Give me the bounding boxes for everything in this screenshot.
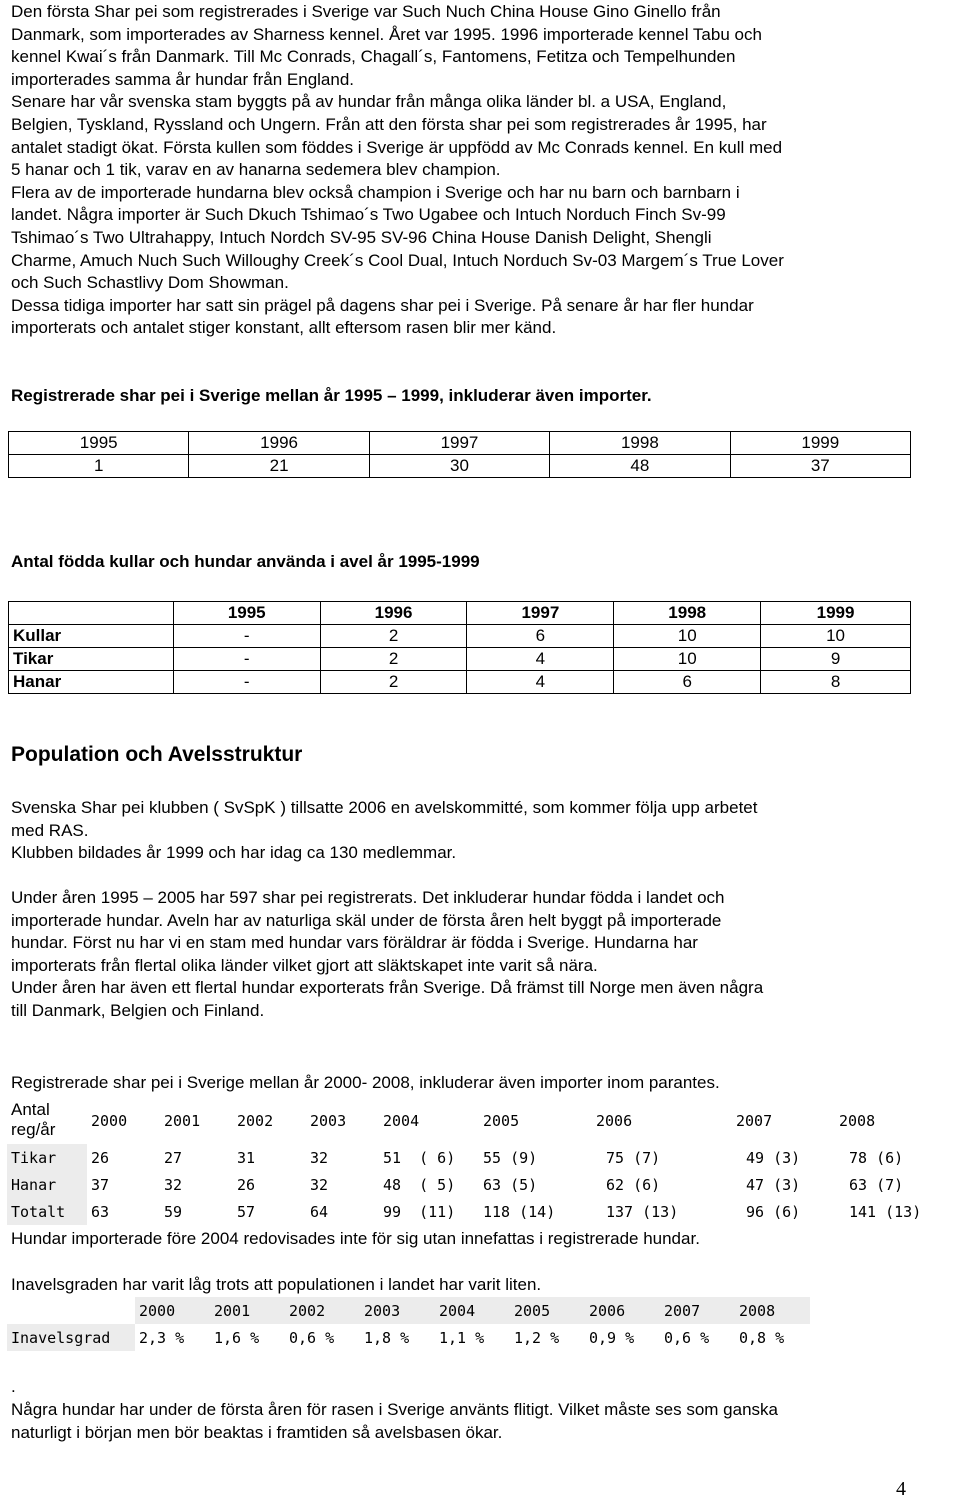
year-cell: 1997	[369, 432, 549, 455]
year-cell: 2003	[306, 1098, 379, 1144]
table-row	[7, 1171, 944, 1198]
empty-cell	[9, 602, 174, 625]
closing-dot: .	[11, 1377, 16, 1396]
year-cell: 1998	[550, 432, 730, 455]
value-cell: 9	[761, 648, 911, 671]
reg-2000-2008-table	[7, 1098, 944, 1225]
value-cell: 63 (7)	[849, 1175, 904, 1194]
value-cell: 48 ( 5)	[383, 1175, 456, 1194]
closing-paragraph	[11, 1399, 946, 1444]
text-line: Under åren har även ett flertal hundar exporterats från Sverige. Då främst till Norge men även några	[11, 978, 764, 998]
table-row	[9, 602, 911, 625]
value-cell: 64	[310, 1202, 329, 1221]
intro-line: och Such Schastlivy Dom Showman.	[11, 273, 289, 293]
text-line: Några hundar har under de första åren för rasen i Sverige använts flitigt. Vilket måste ses som ganska	[11, 1400, 778, 1419]
value-cell: 4	[467, 671, 614, 694]
value-cell: -	[173, 625, 320, 648]
value-cell: 63	[91, 1202, 110, 1221]
value-cell: 27	[164, 1148, 183, 1167]
table-row	[7, 1324, 810, 1351]
value-cell: -	[173, 648, 320, 671]
year-cell: 1997	[467, 602, 614, 625]
row-label: Kullar	[9, 625, 174, 648]
year-cell: 1999	[730, 432, 910, 455]
value-cell: 32	[310, 1148, 329, 1167]
text-line: importerade hundar. Aveln har av naturliga skäl under de första åren helt byggt på importerade	[11, 910, 722, 930]
year-cell: 2000	[135, 1297, 210, 1324]
value-cell: 6	[467, 625, 614, 648]
table-row	[9, 648, 911, 671]
year-cell: 2001	[210, 1297, 285, 1324]
value-cell: 10	[761, 625, 911, 648]
intro-line: Charme, Amuch Nuch Such Willoughy Creek´s Cool Dual, Intuch Norduch Sv-03 Margem´s True Lover	[11, 250, 784, 270]
row-label: Tikar	[9, 648, 174, 671]
value-cell: 96 (6)	[746, 1202, 801, 1221]
intro-line: Flera av de importerade hundarna blev också champion i Sverige och har nu barn och barnbarn i	[11, 182, 740, 202]
value-cell: 10	[614, 648, 761, 671]
value-cell: 0,6 %	[289, 1328, 335, 1347]
intro-line: landet. Några importer är Such Dkuch Tshimao´s Two Ugabee och Intuch Norduch Finch Sv-99	[11, 205, 726, 225]
value-cell: 37	[91, 1175, 110, 1194]
intro-line: Danmark, som importerades av Sharness kennel. Året var 1995. 1996 importerade kennel Tabu och	[11, 24, 762, 44]
value-cell: 141 (13)	[849, 1202, 922, 1221]
value-cell: 75 (7)	[606, 1148, 661, 1167]
value-cell: 57	[237, 1202, 256, 1221]
value-cell: 78 (6)	[849, 1148, 904, 1167]
value-cell: 6	[614, 671, 761, 694]
value-cell: 1,6 %	[214, 1328, 260, 1347]
count-cell: 48	[550, 455, 730, 478]
text-line: till Danmark, Belgien och Finland.	[11, 1000, 265, 1020]
value-cell: 137 (13)	[606, 1202, 679, 1221]
population-paragraph-2	[11, 887, 946, 1023]
year-cell: 2005	[479, 1098, 592, 1144]
year-cell: 2006	[585, 1297, 660, 1324]
value-cell: 1,2 %	[514, 1328, 560, 1347]
value-cell: 99 (11)	[383, 1202, 456, 1221]
text-line: Svenska Shar pei klubben ( SvSpK ) tillsatte 2006 en avelskommitté, som kommer följa upp arbetet	[11, 798, 758, 817]
value-cell: 0,8 %	[739, 1328, 785, 1347]
value-cell: 1,8 %	[364, 1328, 410, 1347]
value-cell: 62 (6)	[606, 1175, 661, 1194]
value-cell: 118 (14)	[483, 1202, 556, 1221]
corner-cell	[7, 1098, 87, 1144]
count-cell: 1	[9, 455, 189, 478]
table-row	[9, 671, 911, 694]
text-line: importerats från flertal olika länder vilket gjort att släktskapet inte varit så nära.	[11, 955, 598, 975]
year-cell: 2005	[510, 1297, 585, 1324]
intro-line: 5 hanar och 1 tik, varav en av hanarna sedemera blev champion.	[11, 160, 501, 180]
import-note: Hundar importerade före 2004 redovisades inte för sig utan innefattas i registrerade hundar.	[11, 1229, 700, 1248]
reg-1995-1999-heading: Registrerade shar pei i Sverige mellan år 1995 – 1999, inkluderar även importer.	[11, 386, 652, 405]
year-cell: 1996	[189, 432, 369, 455]
year-cell: 2000	[87, 1098, 160, 1144]
intro-line: importerades samma år hundar från England.	[11, 69, 355, 89]
row-label: Hanar	[9, 671, 174, 694]
year-cell: 1999	[761, 602, 911, 625]
corner-line: Antal	[11, 1100, 50, 1119]
value-cell: 47 (3)	[746, 1175, 801, 1194]
inbreeding-table	[7, 1297, 810, 1351]
intro-line: Tshimao´s Two Ultrahappy, Intuch Nordch SV-95 SV-96 China House Danish Delight, Shengli	[11, 227, 712, 247]
inbreeding-heading: Inavelsgraden har varit låg trots att populationen i landet har varit liten.	[11, 1275, 542, 1294]
table-row	[7, 1098, 944, 1144]
year-cell: 2001	[160, 1098, 233, 1144]
text-line: naturligt i början men bör beaktas i framtiden så avelsbasen ökar.	[11, 1422, 503, 1442]
value-cell: 63 (5)	[483, 1175, 538, 1194]
value-cell: 10	[614, 625, 761, 648]
year-cell: 2007	[732, 1098, 835, 1144]
intro-line: antalet stadigt ökat. Första kullen som föddes i Sverige är uppfödd av Mc Conrads kennel. En kull med	[11, 137, 783, 157]
year-cell: 2002	[233, 1098, 306, 1144]
table-row	[9, 625, 911, 648]
count-cell: 30	[369, 455, 549, 478]
value-cell: 2	[320, 625, 467, 648]
year-cell: 2008	[735, 1297, 810, 1324]
text-line: Under åren 1995 – 2005 har 597 shar pei registrerats. Det inkluderar hundar födda i landet och	[11, 888, 725, 907]
litters-table	[8, 601, 911, 694]
value-cell: 1,1 %	[439, 1328, 485, 1347]
intro-line: kennel Kwai´s från Danmark. Till Mc Conrads, Chagall´s, Fantomens, Fetitza och Tempelhunden	[11, 47, 736, 67]
year-cell: 2008	[835, 1098, 944, 1144]
row-label: Hanar	[7, 1171, 87, 1198]
row-label: Totalt	[7, 1198, 87, 1225]
value-cell: 0,9 %	[589, 1328, 635, 1347]
value-cell: 49 (3)	[746, 1148, 801, 1167]
litters-heading: Antal födda kullar och hundar använda i avel år 1995-1999	[11, 552, 480, 571]
year-cell: 2003	[360, 1297, 435, 1324]
value-cell: 32	[310, 1175, 329, 1194]
value-cell: 32	[164, 1175, 183, 1194]
reg-2000-2008-heading: Registrerade shar pei i Sverige mellan år 2000- 2008, inkluderar även importer inom parantes.	[11, 1073, 720, 1092]
value-cell: 2,3 %	[139, 1328, 185, 1347]
value-cell: 26	[237, 1175, 256, 1194]
text-line: med RAS.	[11, 820, 89, 840]
year-cell: 2004	[379, 1098, 479, 1144]
year-cell: 1995	[173, 602, 320, 625]
intro-paragraph	[11, 1, 946, 340]
value-cell: 2	[320, 671, 467, 694]
table-row	[9, 455, 911, 478]
value-cell: 8	[761, 671, 911, 694]
year-cell: 2007	[660, 1297, 735, 1324]
year-cell: 1995	[9, 432, 189, 455]
intro-line: importerats och antalet stiger konstant, allt eftersom rasen blir mer känd.	[11, 318, 557, 338]
intro-line: Belgien, Tyskland, Ryssland och Ungern. Från att den första shar pei som registrerades år 1995, har	[11, 114, 767, 134]
page-number: 4	[896, 1478, 906, 1500]
text-line: hundar. Först nu har vi en stam med hundar vars föräldrar är födda i Sverige. Hundarna har	[11, 933, 698, 953]
value-cell: 2	[320, 648, 467, 671]
value-cell: 51 ( 6)	[383, 1148, 456, 1167]
value-cell: 4	[467, 648, 614, 671]
table-row	[7, 1198, 944, 1225]
population-title: Population och Avelsstruktur	[11, 743, 303, 766]
value-cell: 55 (9)	[483, 1148, 538, 1167]
intro-line: Senare har vår svenska stam byggts på av hundar från många olika länder bl. a USA, England,	[11, 92, 727, 112]
intro-line: Den första Shar pei som registrerades i Sverige var Such Nuch China House Gino Ginello från	[11, 2, 721, 21]
year-cell: 2004	[435, 1297, 510, 1324]
value-cell: 59	[164, 1202, 183, 1221]
reg-1995-1999-table	[8, 431, 911, 478]
row-label: Tikar	[7, 1144, 87, 1171]
count-cell: 37	[730, 455, 910, 478]
year-cell: 2002	[285, 1297, 360, 1324]
row-label: Inavelsgrad	[7, 1324, 135, 1351]
table-row	[9, 432, 911, 455]
value-cell: 0,6 %	[664, 1328, 710, 1347]
value-cell: -	[173, 671, 320, 694]
corner-line: reg/år	[11, 1120, 56, 1139]
population-paragraph-1	[11, 797, 946, 865]
table-row	[7, 1144, 944, 1171]
table-row	[7, 1297, 810, 1324]
year-cell: 1998	[614, 602, 761, 625]
year-cell: 1996	[320, 602, 467, 625]
count-cell: 21	[189, 455, 369, 478]
value-cell: 26	[91, 1148, 110, 1167]
text-line: Klubben bildades år 1999 och har idag ca 130 medlemmar.	[11, 843, 457, 863]
intro-line: Dessa tidiga importer har satt sin prägel på dagens shar pei i Sverige. På senare år har fler hundar	[11, 295, 754, 315]
empty-cell	[7, 1297, 135, 1324]
year-cell: 2006	[592, 1098, 732, 1144]
value-cell: 31	[237, 1148, 256, 1167]
